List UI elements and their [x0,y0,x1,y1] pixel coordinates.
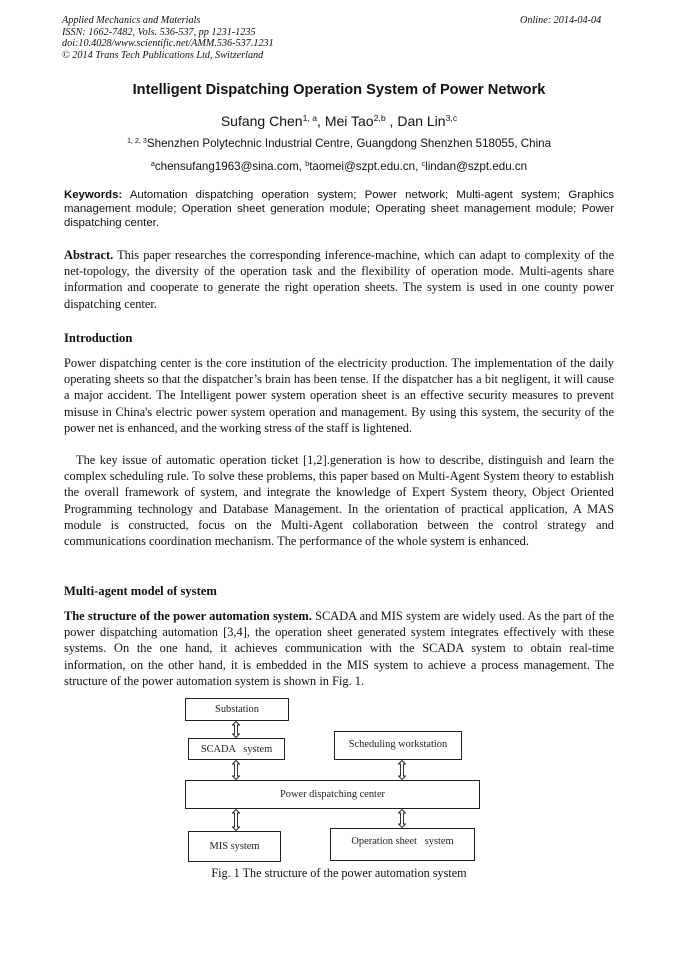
box-power-dispatching-center: Power dispatching center [185,780,480,809]
email-sup: c [421,159,426,169]
email-link[interactable]: taomei@szpt.edu.cn [309,160,416,173]
section-heading-multi-agent: Multi-agent model of system [64,584,217,598]
double-arrow-icon [232,809,240,831]
author-sup: 1, a [302,113,318,124]
box-scheduling-workstation: Scheduling workstation [334,731,462,760]
author-name: Dan Lin [397,113,446,129]
abstract-label: Abstract. [64,248,114,262]
figure-caption: Fig. 1 The structure of the power automation system [211,866,467,880]
double-arrow-icon [232,760,240,780]
affiliation-sup: 1, 2, 3 [126,136,147,146]
paper-title: Intelligent Dispatching Operation System of Power Network [132,82,546,98]
issn-line: ISSN: 1662-7482, Vols. 536-537, pp 1231-1235 [62,26,256,38]
box-scada-system: SCADA system [188,738,285,760]
journal-header [62,15,274,61]
section-heading-introduction: Introduction [64,331,133,345]
author-sup: 2,b [373,113,386,124]
email-list: $^a$chensufang1963@sina.com, $^b$taomei@szpt.edu.cn, $^c$lindan@szpt.edu.cn [150,159,528,173]
box-operation-sheet-system: Operation sheet system [330,828,475,861]
keywords-label: Keywords: [64,189,123,201]
doi-line: doi:10.4028/www.scientific.net/AMM.536-537.1231 [62,38,274,50]
email-sup: b [305,159,310,169]
email-link[interactable]: lindan@szpt.edu.cn [425,160,528,173]
abstract [64,247,614,312]
multi-agent-paragraph-1 [64,608,614,689]
copyright-line: © 2014 Trans Tech Publications Ltd, Switzerland [62,49,264,61]
online-date: Online: 2014-04-04 [520,15,602,26]
email-sup: a [150,159,155,169]
keywords-text: Automation dispatching operation system; Power network; Multi-agent system; Graphics management module; Operation sheet generation module; Operating sheet management module; Power dispatching center. [64,189,614,230]
paragraph-text: SCADA and MIS system are widely used. As the part of the power dispatching automation [3,4], the operation sheet generated system integrates effectively with these systems. On the one hand, it achieves communication with the SCADA system to obtain real-time information, on the other hand, it is embedded in the MIS system to achieve a process management. The structure of the power automation system is shown in Fig. 1. [64,609,614,688]
author-name: Sufang Chen [220,113,303,129]
double-arrow-icon [232,721,240,738]
box-substation: Substation [185,698,289,721]
author-sup: 3,c [445,113,458,124]
journal-name: Applied Mechanics and Materials [62,15,201,26]
double-arrow-icon [398,809,406,828]
email-link[interactable]: chensufang1963@sina.com [154,160,299,173]
affiliation-text: Shenzhen Polytechnic Industrial Centre, Guangdong Shenzhen 518055, China [146,137,552,150]
affiliation [0,137,678,150]
intro-paragraph-1: Power dispatching center is the core institution of the electricity production. The implementation of the daily operating sheets so that the dispatcher’s brain has been tense. If the dispatcher has a bit negligent, it will cause a major accident. The Intelligent power system operation sheet is an effective security measures to prevent misuse in China's electric power system operation and management. By using this system, the security of the power net is enhanced, and the working stress of the staff is lightened. [64,356,614,435]
intro-paragraph-2: The key issue of automatic operation ticket [1,2].generation is how to describe, distinguish and learn the complex scheduling rule. To solve these problems, this paper based on Multi-Agent System theory to establish the overall framework of system, and integrate the knowledge of Expert System theory, Object Oriented Programming technology and Database Management. In the orientation of practical application, A MAS module is constructed, focus on the Multi-Agent collaboration between the control strategy and communications coordination mechanism. The performance of the whole system is enhanced. [64,453,614,549]
keywords [64,188,614,231]
abstract-text: This paper researches the corresponding inference-machine, which can adapt to complexity of the net-topology, the diversity of the operation task and the flexibility of operation mode. Multi-agents share information and cooperate to generate the right operation sheets. The system is used in one county power dispatching center. [64,248,614,311]
author-name: Mei Tao [324,113,374,129]
double-arrow-icon [398,760,406,780]
author-list: Sufang Chen$^{1, a}$, Mei Tao$^{2,b}$ , Dan Lin$^{3,c}$ [220,113,458,129]
subsection-heading: The structure of the power automation system. [64,609,312,623]
box-mis-system: MIS system [188,831,281,862]
